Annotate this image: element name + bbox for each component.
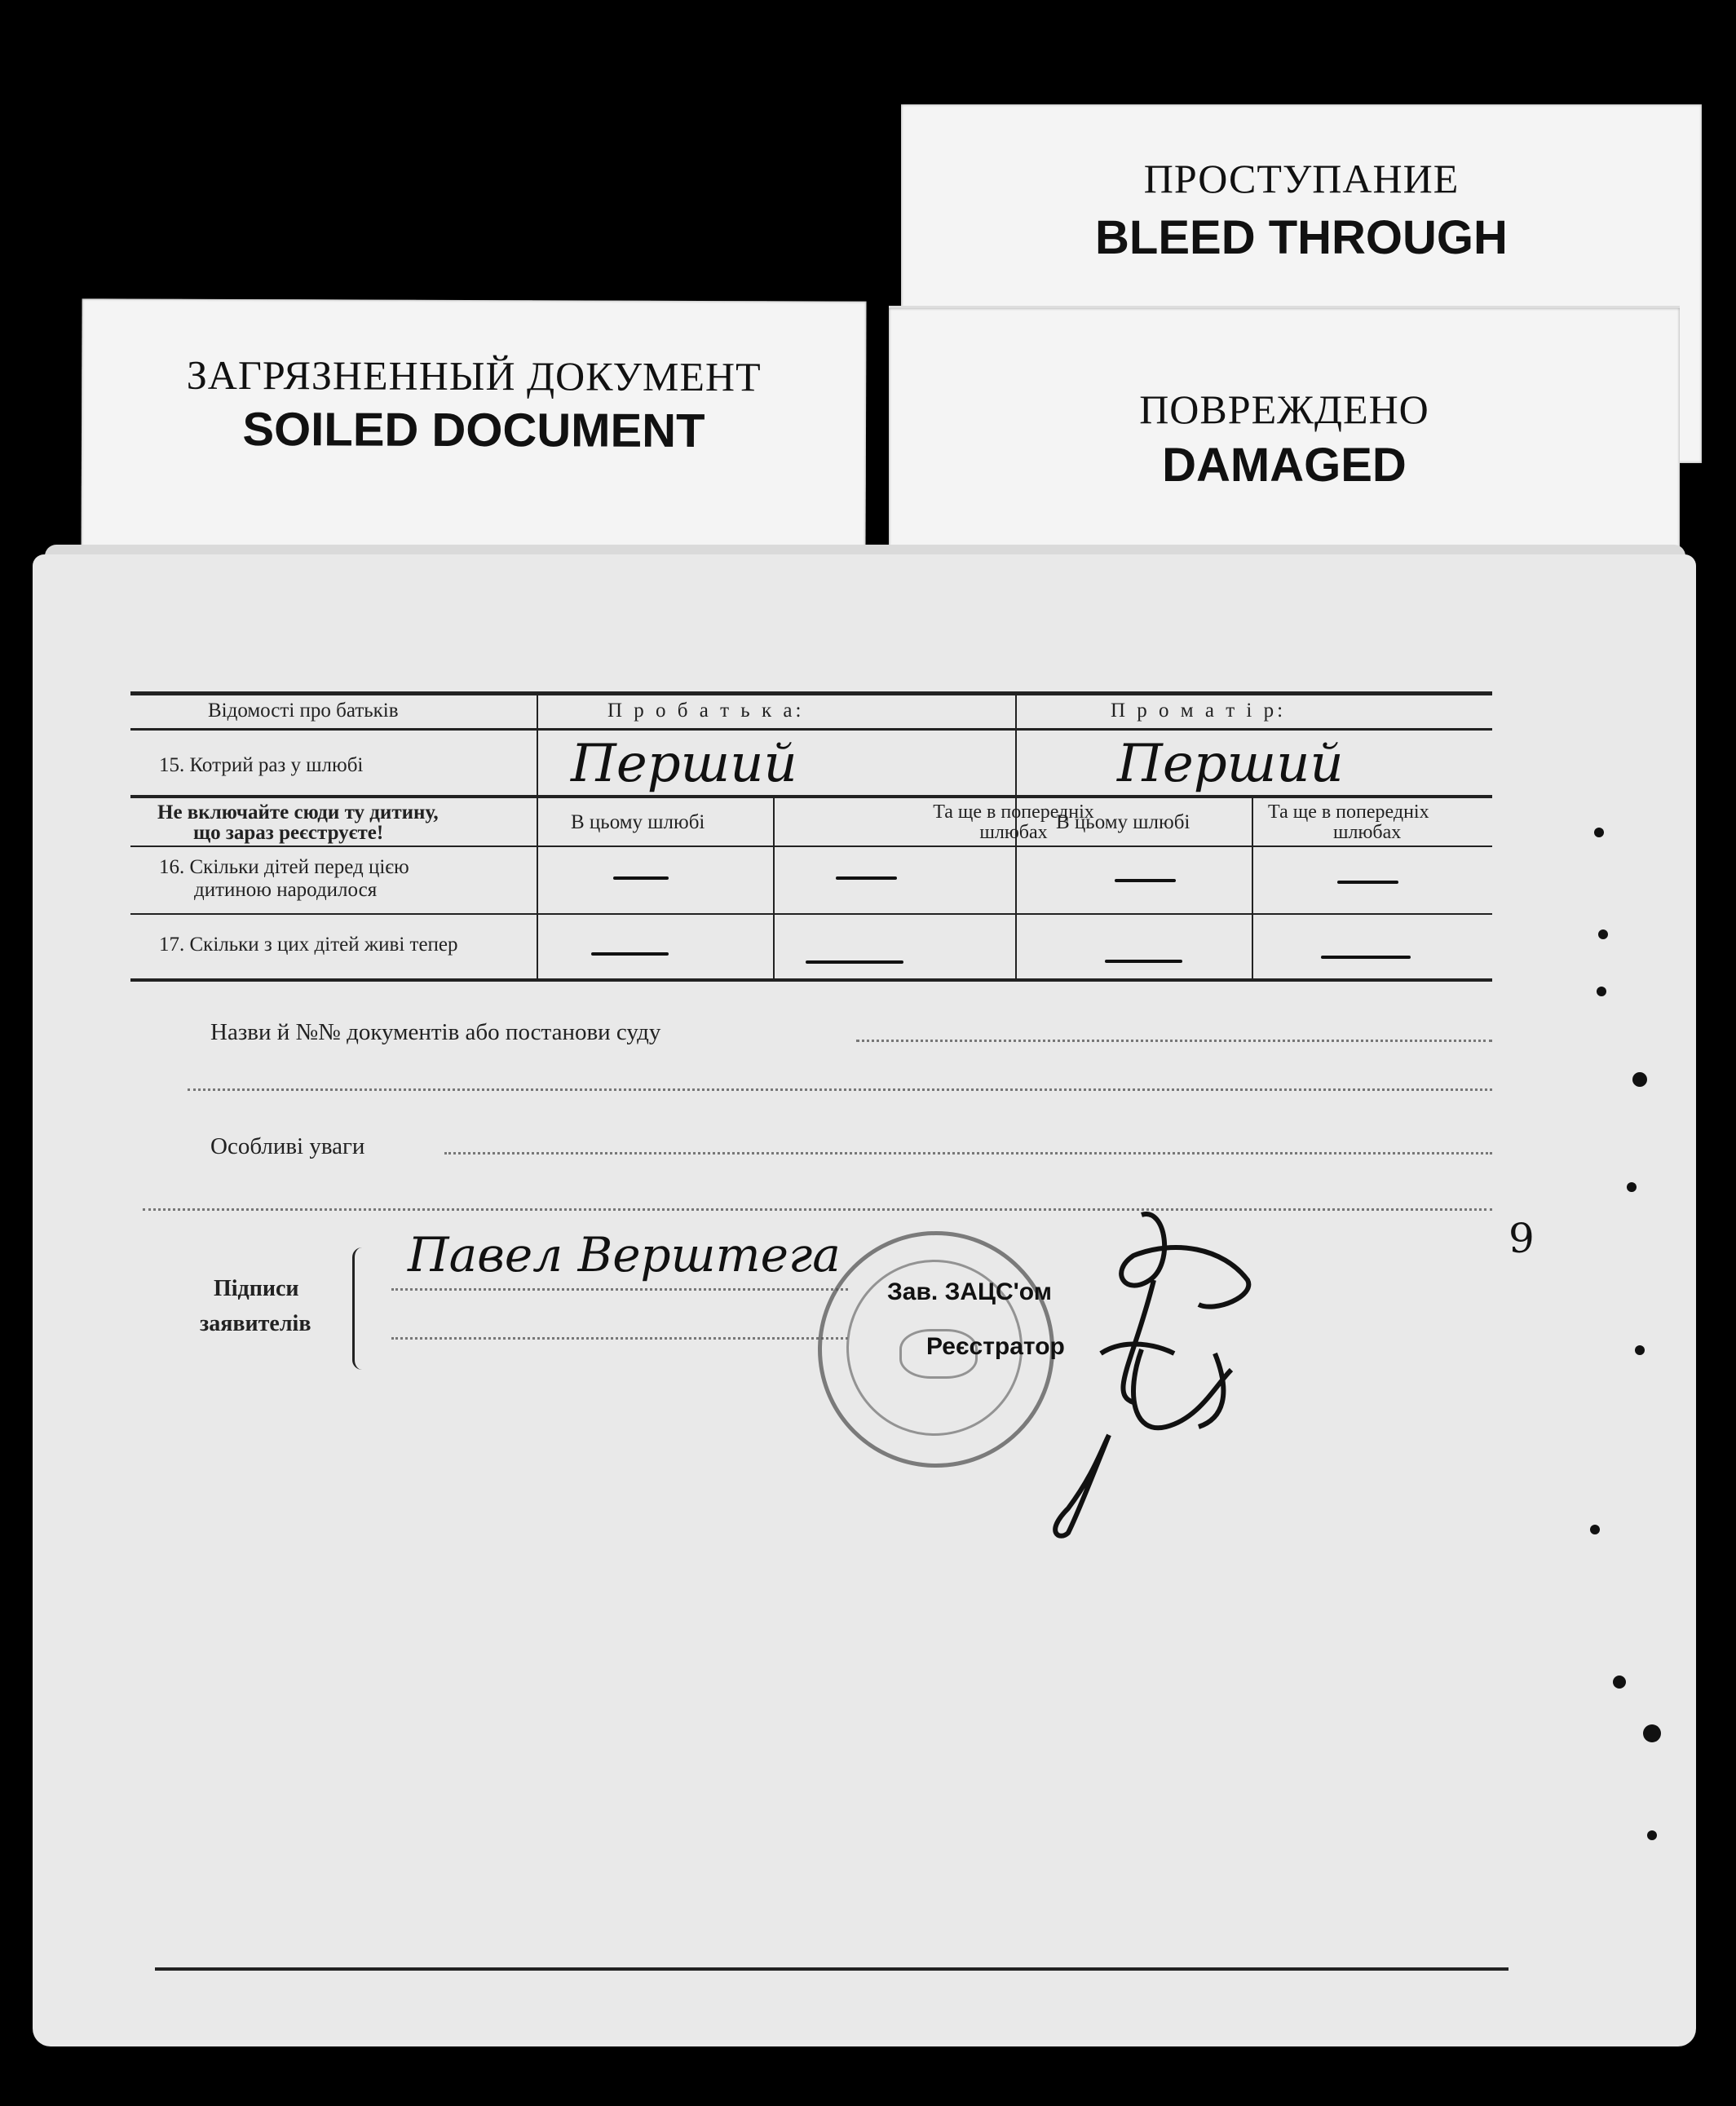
col-rule-4 bbox=[1252, 797, 1253, 980]
damaged-ru: ПОВРЕЖДЕНО bbox=[1139, 386, 1429, 432]
row17-father-this-dash bbox=[591, 952, 669, 956]
binding-hole bbox=[1597, 987, 1606, 996]
header-left: Відомості про батьків bbox=[208, 700, 399, 722]
row16-label-line2: дитиною народилося bbox=[194, 879, 378, 901]
subheader-left-line1: Не включайте сюди ту дитину, bbox=[157, 801, 439, 823]
soiled-ru: ЗАГРЯЗНЕННЫЙ ДОКУМЕНТ bbox=[186, 351, 762, 400]
notes-dotline-1 bbox=[444, 1152, 1492, 1155]
binding-hole bbox=[1598, 929, 1608, 939]
subheader-father-prev2: шлюбах bbox=[979, 822, 1048, 843]
subheader-father-prev1: Та ще в попередніх bbox=[933, 801, 1094, 823]
row16-father-this-dash bbox=[613, 876, 669, 880]
col-rule-2 bbox=[773, 797, 775, 980]
header-father: П р о б а т ь к а: bbox=[607, 700, 805, 722]
damaged-en: DAMAGED bbox=[1162, 439, 1407, 492]
registrar-label: Реєстратор bbox=[926, 1333, 1065, 1360]
row15-rule bbox=[130, 795, 1492, 798]
row16-mother-this-dash bbox=[1115, 879, 1176, 882]
signatures-label-line2: заявителів bbox=[200, 1311, 311, 1336]
row16-label-line1: 16. Скільки дітей перед цією bbox=[159, 856, 409, 878]
binding-hole bbox=[1647, 1830, 1657, 1840]
header-mother: П р о м а т і р: bbox=[1111, 700, 1287, 722]
binding-hole bbox=[1643, 1724, 1661, 1742]
row15-father-value: Перший bbox=[571, 734, 797, 794]
row16-rule bbox=[130, 913, 1492, 915]
applicant-signature: Павел Верштега bbox=[408, 1227, 841, 1283]
subheader-mother-prev1: Та ще в попередніх bbox=[1268, 801, 1429, 823]
subheader-mother-prev2: шлюбах bbox=[1333, 822, 1402, 843]
row15-mother-value: Перший bbox=[1117, 734, 1344, 794]
page-number: 9 bbox=[1509, 1215, 1535, 1262]
bleed-through-ru: ПРОСТУПАНИЕ bbox=[1143, 156, 1460, 201]
documents-dotline-1 bbox=[856, 1040, 1492, 1042]
row16-mother-prev-dash bbox=[1337, 881, 1398, 884]
binding-hole bbox=[1632, 1072, 1647, 1087]
table-top-rule bbox=[130, 691, 1492, 695]
row17-father-prev-dash bbox=[806, 960, 903, 964]
signature-line-1 bbox=[391, 1288, 848, 1291]
binding-hole bbox=[1627, 1182, 1637, 1192]
subheader-mother-this: В цьому шлюбі bbox=[1056, 811, 1190, 833]
soiled-en: SOILED DOCUMENT bbox=[242, 403, 705, 457]
official-signatures bbox=[1011, 1190, 1321, 1549]
row17-mother-prev-dash bbox=[1321, 956, 1411, 959]
soiled-document-card bbox=[81, 298, 866, 562]
row16-father-prev-dash bbox=[836, 876, 897, 880]
table-bottom-rule bbox=[130, 978, 1492, 982]
subheader-father-this: В цьому шлюбі bbox=[571, 811, 705, 833]
binding-hole bbox=[1635, 1345, 1645, 1355]
signature-line-2 bbox=[391, 1337, 848, 1340]
subheader-left-line2: що зараз реєструєте! bbox=[193, 822, 384, 844]
subheader-rule bbox=[130, 845, 1492, 847]
damaged-card bbox=[889, 306, 1680, 585]
bleed-through-en: BLEED THROUGH bbox=[1095, 211, 1508, 264]
col-rule-1 bbox=[537, 693, 538, 980]
bottom-rule bbox=[155, 1967, 1509, 1971]
table-header-rule bbox=[130, 728, 1492, 731]
head-label: Зав. ЗАЦС'ом bbox=[887, 1278, 1052, 1305]
signatures-bracket bbox=[352, 1247, 369, 1370]
binding-hole bbox=[1590, 1525, 1600, 1534]
row17-mother-this-dash bbox=[1105, 960, 1182, 963]
documents-label: Назви й №№ документів або постанови суду bbox=[210, 1019, 661, 1045]
signatures-label-line1: Підписи bbox=[214, 1276, 299, 1301]
binding-hole bbox=[1594, 828, 1604, 837]
notes-label: Особливі уваги bbox=[210, 1133, 365, 1159]
documents-dotline-2 bbox=[188, 1088, 1492, 1091]
row15-label: 15. Котрий раз у шлюбі bbox=[159, 754, 364, 776]
row17-label: 17. Скільки з цих дітей живі тепер bbox=[159, 934, 458, 956]
binding-hole bbox=[1613, 1676, 1626, 1689]
